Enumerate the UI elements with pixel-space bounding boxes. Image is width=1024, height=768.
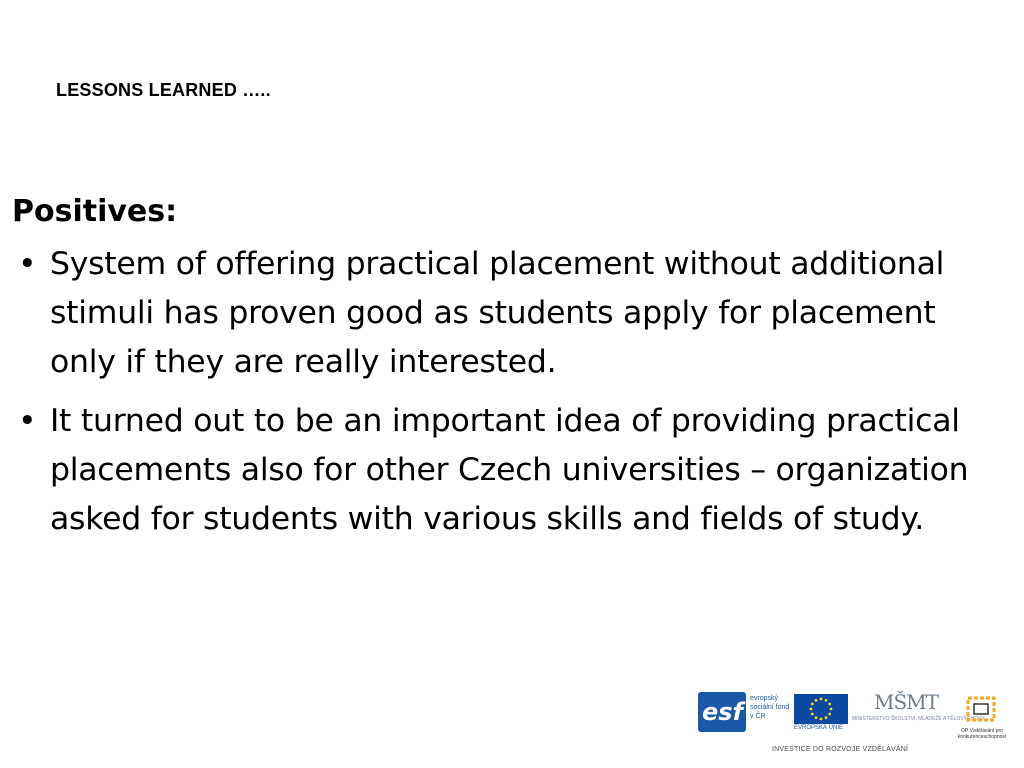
slide-content xyxy=(12,190,1002,554)
eu-stars xyxy=(794,694,848,724)
bullet-dot: • xyxy=(18,403,37,439)
bullet-item xyxy=(12,240,1002,387)
sponsor-tagline: INVESTICE DO ROZVOJE VZDĚLÁVÁNÍ xyxy=(772,746,909,753)
bullet-list xyxy=(12,240,1002,544)
sponsor-logos xyxy=(698,688,1008,760)
esf-logo xyxy=(698,692,790,732)
eu-flag-icon xyxy=(794,694,848,724)
bullet-dot: • xyxy=(18,246,37,282)
op-vk-logo-mark xyxy=(956,694,1008,728)
bullet-item xyxy=(12,397,1002,544)
esf-caption: evropský sociální fond v ČR xyxy=(750,695,790,720)
eu-logo xyxy=(794,694,848,732)
op-vk-logo xyxy=(956,694,1008,742)
bullet-text: It turned out to be an important idea of providing practical placements also for other Czech universities – organization asked for students with various skills and fields of study. xyxy=(50,403,969,537)
msmt-logo xyxy=(852,690,985,734)
op-vk-caption: OP Vzdělávání pro konkurenceschopnost xyxy=(957,728,1007,740)
section-heading: Positives: xyxy=(12,194,178,229)
esf-logo-text: esf xyxy=(702,698,744,726)
msmt-caption: MINISTERSTVO ŠKOLSTVÍ, MLÁDEŽE A TĚLOVÝCHOVY xyxy=(852,716,985,722)
slide-title: LESSONS LEARNED ….. xyxy=(56,80,271,100)
esf-logo-mark xyxy=(698,692,746,732)
eu-caption: EVROPSKÁ UNIE xyxy=(794,725,844,731)
msmt-logo-mark: MŠMT xyxy=(874,690,938,714)
bullet-text: System of offering practical placement without additional stimuli has proven good as students apply for placement only if they are really interested. xyxy=(50,246,945,380)
